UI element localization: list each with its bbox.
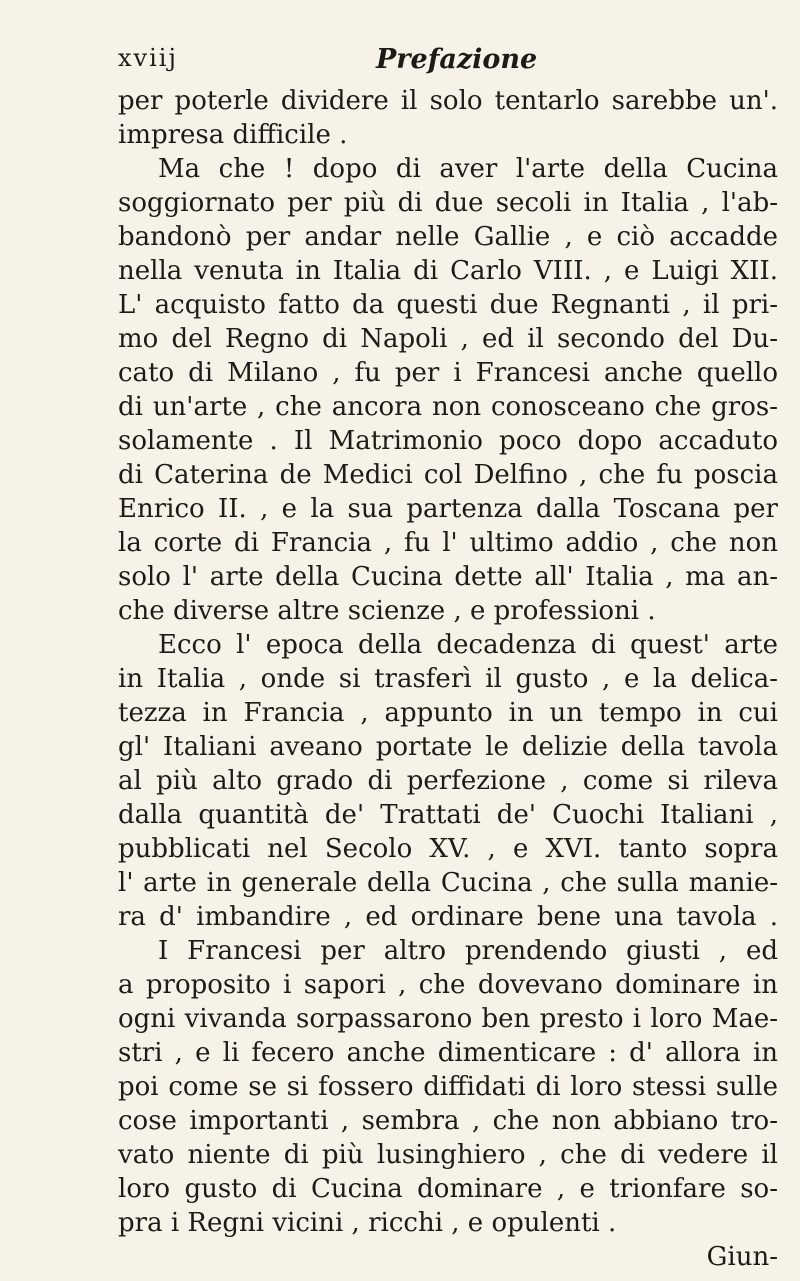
text-line: solamente . Il Matrimonio poco dopo accaduto — [118, 426, 778, 456]
text-line: di Caterina de Medici col Delfino , che fu poscia — [118, 460, 778, 490]
text-line: pra i Regni vicini , ricchi , e opulenti . — [118, 1208, 617, 1238]
running-title: Prefazione — [376, 44, 538, 75]
text-line: loro gusto di Cucina dominare , e trionfare so- — [118, 1174, 778, 1204]
text-line: vato niente di più lusinghiero , che di vedere il — [118, 1140, 778, 1170]
text-line: tezza in Francia , appunto in un tempo in cui — [118, 698, 778, 728]
text-line: stri , e li fecero anche dimenticare : d' allora in — [118, 1038, 778, 1068]
text-line: mo del Regno di Napoli , ed il secondo del Du- — [118, 324, 778, 354]
text-line: soggiornato per più di due secoli in Italia , l'ab- — [118, 188, 778, 218]
text-line: di un'arte , che ancora non conosceano che gros- — [118, 392, 778, 422]
text-line: nella venuta in Italia di Carlo VIII. , e Luigi XII. — [118, 256, 778, 286]
text-line: ra d' imbandire , ed ordinare bene una tavola . — [118, 902, 778, 932]
text-line: in Italia , onde si trasferì il gusto , e la delica- — [118, 664, 778, 694]
page-header — [118, 44, 760, 84]
text-line: che diverse altre scienze , e professioni . — [118, 596, 656, 626]
text-line: dalla quantità de' Trattati de' Cuochi Italiani , — [118, 800, 778, 830]
page-number: xviij — [118, 44, 178, 72]
text-line: ogni vivanda sorpassarono ben presto i loro Mae- — [118, 1004, 778, 1034]
text-line: Ma che ! dopo di aver l'arte della Cucina — [158, 154, 778, 184]
catchword: Giun- — [706, 1242, 778, 1272]
text-line: solo l' arte della Cucina dette all' Italia , ma an- — [118, 562, 778, 592]
text-line: Ecco l' epoca della decadenza di quest' arte — [158, 630, 778, 660]
text-line: impresa difficile . — [118, 120, 348, 150]
text-line: pubblicati nel Secolo XV. , e XVI. tanto sopra — [118, 834, 778, 864]
text-line: L' acquisto fatto da questi due Regnanti , il pri- — [118, 290, 778, 320]
text-line: poi come se si fossero diffidati di loro stessi sulle — [118, 1072, 778, 1102]
text-line: I Francesi per altro prendendo giusti , ed — [158, 936, 778, 966]
text-line: per poterle dividere il solo tentarlo sarebbe un'. — [118, 86, 778, 116]
text-line: cato di Milano , fu per i Francesi anche quello — [118, 358, 778, 388]
text-line: Enrico II. , e la sua partenza dalla Toscana per — [118, 494, 778, 524]
body-text — [118, 84, 778, 1274]
text-line: al più alto grado di perfezione , come si rileva — [118, 766, 778, 796]
text-line: a proposito i sapori , che dovevano dominare in — [118, 970, 778, 1000]
text-line: l' arte in generale della Cucina , che sulla manie- — [118, 868, 778, 898]
text-line: la corte di Francia , fu l' ultimo addio , che non — [118, 528, 778, 558]
text-line: cose importanti , sembra , che non abbiano tro- — [118, 1106, 778, 1136]
text-line: bandonò per andar nelle Gallie , e ciò accadde — [118, 222, 778, 252]
text-line: gl' Italiani aveano portate le delizie della tavola — [118, 732, 778, 762]
